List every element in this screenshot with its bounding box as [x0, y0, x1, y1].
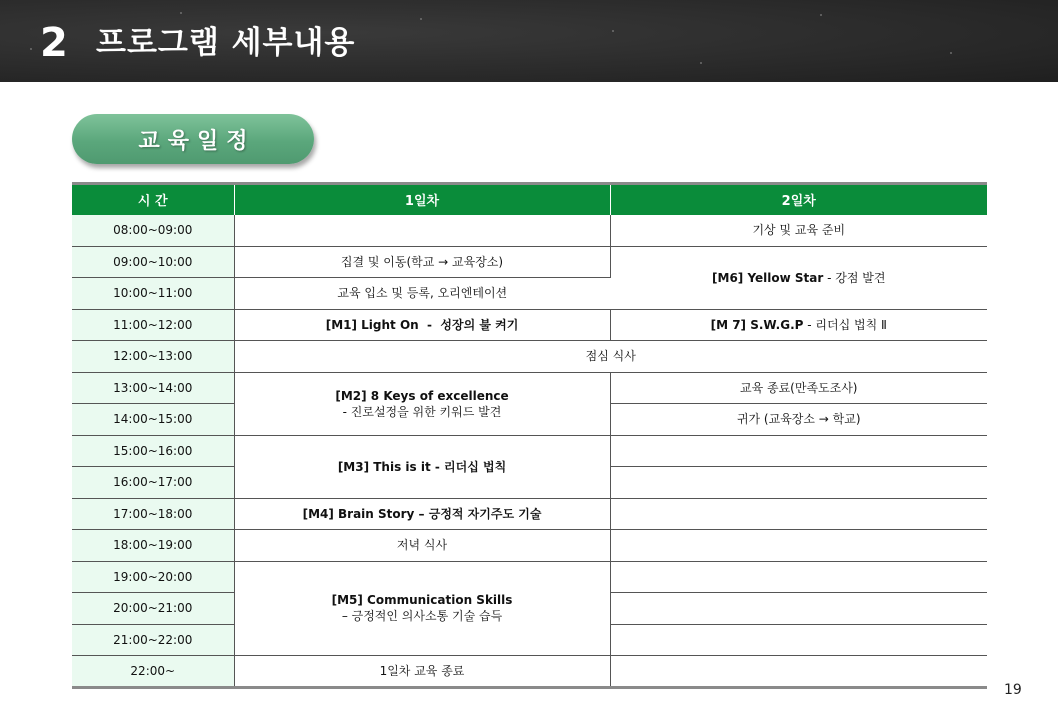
star-dot [612, 30, 614, 32]
day2-cell [610, 467, 987, 499]
schedule-table [72, 182, 987, 689]
time-cell: 12:00~13:00 [72, 341, 234, 373]
table-row [72, 561, 987, 593]
header-banner [0, 0, 1058, 82]
time-cell: 16:00~17:00 [72, 467, 234, 499]
module-title: [M5] Communication Skills [331, 593, 513, 608]
module-title: [M6] Yellow Star [712, 270, 824, 285]
time-cell: 10:00~11:00 [72, 278, 234, 310]
table-header-row [72, 184, 987, 215]
day2-cell [610, 561, 987, 593]
header-day1: 1일차 [234, 184, 610, 215]
day2-cell [610, 593, 987, 625]
header-day2: 2일차 [610, 184, 987, 215]
section-number: 2 [40, 20, 68, 66]
table-row [72, 309, 987, 341]
day1-cell: [M3] This is it - 리더십 법칙 [234, 435, 610, 498]
day1-cell: [M4] Brain Story – 긍정적 자기주도 기술 [234, 498, 610, 530]
day2-cell: 귀가 (교육장소 → 학교) [610, 404, 987, 436]
table-row [72, 435, 987, 467]
page-number: 19 [1004, 682, 1022, 698]
section-title: 프로그램 세부내용 [96, 25, 356, 61]
module-desc: - 리더십 법칙 Ⅱ [803, 317, 887, 332]
module-desc: – 긍정적인 의사소통 기술 습득 [341, 609, 503, 624]
table-row [72, 341, 987, 373]
time-cell: 22:00~ [72, 656, 234, 688]
time-cell: 21:00~22:00 [72, 624, 234, 656]
time-cell: 14:00~15:00 [72, 404, 234, 436]
day1-cell: [M1] Light On - 성장의 불 켜기 [234, 309, 610, 341]
day1-cell [234, 561, 610, 656]
star-dot [700, 62, 702, 64]
day2-cell: 기상 및 교육 준비 [610, 215, 987, 247]
star-dot [180, 12, 182, 14]
table-row [72, 372, 987, 404]
day2-cell [610, 309, 987, 341]
time-cell: 11:00~12:00 [72, 309, 234, 341]
day2-cell [610, 435, 987, 467]
star-dot [30, 48, 32, 50]
day2-cell [610, 656, 987, 688]
time-cell: 09:00~10:00 [72, 246, 234, 278]
day2-cell [610, 530, 987, 562]
day2-cell [610, 624, 987, 656]
time-cell: 20:00~21:00 [72, 593, 234, 625]
table-row [72, 246, 987, 278]
module-desc: - 진로설정을 위한 키워드 발견 [342, 404, 502, 419]
table-row [72, 530, 987, 562]
header-time: 시 간 [72, 184, 234, 215]
time-cell: 08:00~09:00 [72, 215, 234, 247]
day2-cell [610, 498, 987, 530]
time-cell: 17:00~18:00 [72, 498, 234, 530]
day1-cell [234, 372, 610, 435]
table-row [72, 498, 987, 530]
time-cell: 19:00~20:00 [72, 561, 234, 593]
day2-cell [610, 246, 987, 309]
table-row [72, 656, 987, 688]
day1-cell: 집결 및 이동(학교 → 교육장소) [234, 246, 610, 278]
day1-cell [234, 215, 610, 247]
star-dot [820, 14, 822, 16]
schedule-badge-label: 교육일정 [138, 128, 256, 154]
day1-cell: 1일차 교육 종료 [234, 656, 610, 688]
day1-cell: 저녁 식사 [234, 530, 610, 562]
time-cell: 18:00~19:00 [72, 530, 234, 562]
star-dot [950, 52, 952, 54]
module-title: [M2] 8 Keys of excellence [335, 388, 509, 403]
day2-cell: 교육 종료(만족도조사) [610, 372, 987, 404]
time-cell: 15:00~16:00 [72, 435, 234, 467]
day1-cell: 교육 입소 및 등록, 오리엔테이션 [234, 278, 610, 310]
star-dot [420, 18, 422, 20]
module-desc: - 강점 발견 [823, 270, 886, 285]
lunch-cell: 점심 식사 [234, 341, 987, 373]
table-row [72, 215, 987, 247]
time-cell: 13:00~14:00 [72, 372, 234, 404]
module-title: [M 7] S.W.G.P [710, 317, 804, 332]
schedule-badge [72, 114, 314, 164]
